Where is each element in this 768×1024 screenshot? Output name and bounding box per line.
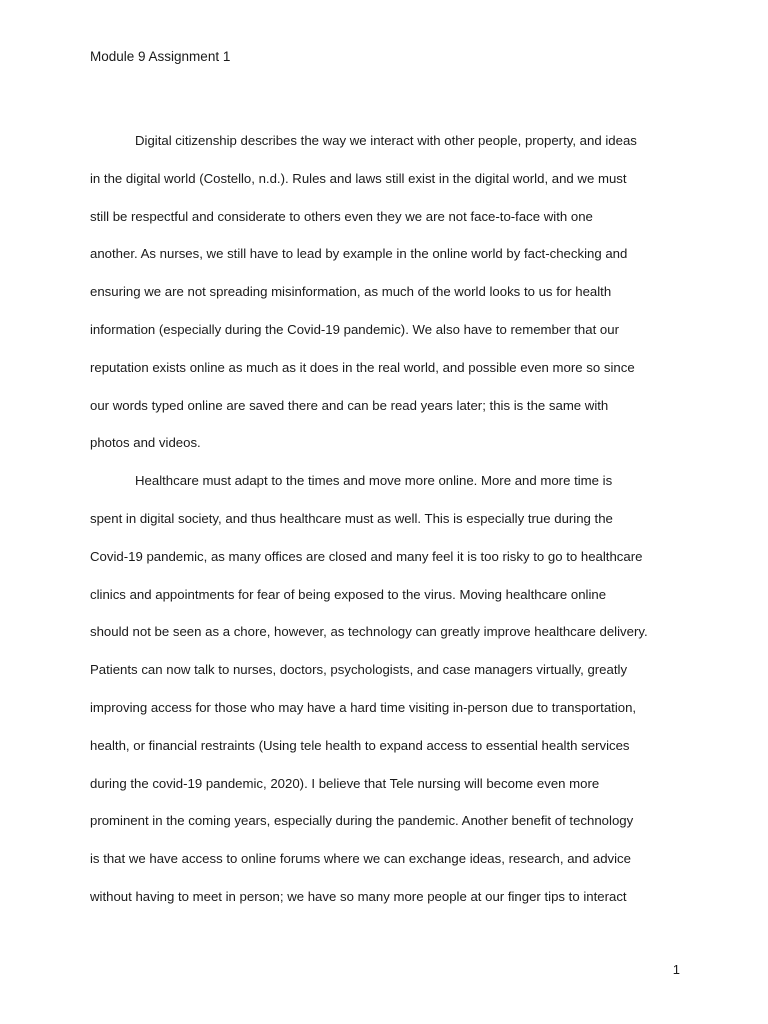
paragraph-1-line: ensuring we are not spreading misinformation, as much of the world looks to us for health	[90, 284, 612, 300]
paragraph-1-line: Digital citizenship describes the way we interact with other people, property, and ideas	[135, 133, 637, 148]
paragraph-2-line: without having to meet in person; we have so many more people at our finger tips to interact	[90, 888, 627, 904]
paragraph-1-line: in the digital world (Costello, n.d.). Rules and laws still exist in the digital world, and we must	[90, 170, 627, 186]
paragraph-2-line: is that we have access to online forums where we can exchange ideas, research, and advice	[90, 851, 631, 867]
paragraph-1-line: our words typed online are saved there and can be read years later; this is the same with	[90, 397, 609, 413]
paragraph-2-line: Healthcare must adapt to the times and move more online. More and more time is	[135, 473, 613, 489]
paragraph-2-line: should not be seen as a chore, however, as technology can greatly improve healthcare delivery.	[90, 624, 648, 640]
page-number: 1	[672, 962, 680, 977]
paragraph-2-line: clinics and appointments for fear of being exposed to the virus. Moving healthcare online	[90, 586, 607, 602]
paragraph-2-line: health, or financial restraints (Using tele health to expand access to essential health services	[90, 737, 630, 753]
paragraph-1-line: information (especially during the Covid-19 pandemic). We also have to remember that our	[90, 321, 619, 337]
paragraph-2-line: prominent in the coming years, especially during the pandemic. Another benefit of technology	[90, 813, 634, 829]
paragraph-1-line: reputation exists online as much as it does in the real world, and possible even more so since	[90, 359, 635, 375]
paragraph-2-line: improving access for those who may have a hard time visiting in-person due to transportation,	[90, 699, 637, 715]
paragraph-2-line: Patients can now talk to nurses, doctors, psychologists, and case managers virtually, greatly	[90, 662, 628, 678]
paragraph-2-line: spent in digital society, and thus healthcare must as well. This is especially true during the	[90, 510, 613, 526]
paragraph-2-line: during the covid-19 pandemic, 2020). I believe that Tele nursing will become even more	[90, 775, 600, 791]
paragraph-2-line: Covid-19 pandemic, as many offices are closed and many feel it is too risky to go to healthcare	[90, 548, 643, 564]
paragraph-1-line: another. As nurses, we still have to lead by example in the online world by fact-checking and	[90, 246, 628, 262]
paragraph-1-line: photos and videos.	[90, 435, 201, 451]
paragraph-1-line: still be respectful and considerate to others even they we are not face-to-face with one	[90, 208, 593, 224]
document-header: Module 9 Assignment 1	[90, 49, 231, 64]
document-body	[90, 132, 680, 926]
